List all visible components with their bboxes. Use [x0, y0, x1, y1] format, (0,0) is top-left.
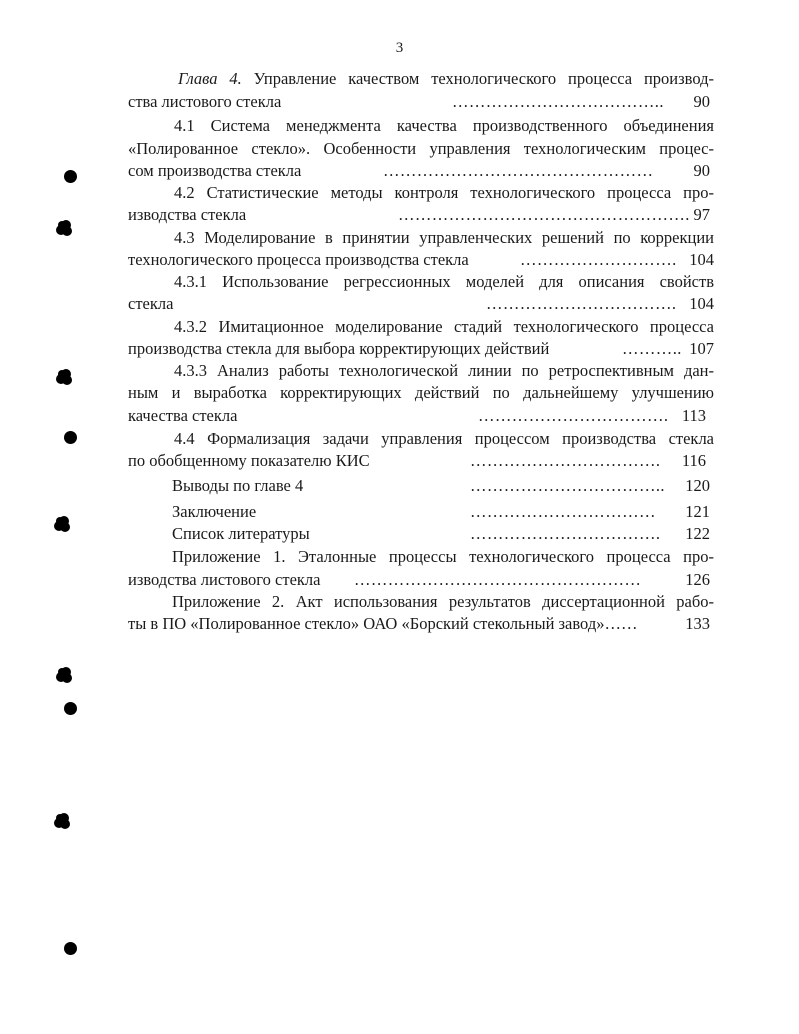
toc-entry-4-2-line1: 4.2 Статистические методы контроля технологического процесса про-	[174, 183, 714, 202]
toc-entry-4-3-1-line1: 4.3.1 Использование регрессионных моделей для описания свойств	[174, 272, 714, 291]
binder-hole	[64, 942, 77, 955]
toc-entry-chapter4-line1: Глава 4. Управление качеством технологического процесса производ-	[178, 69, 714, 88]
binder-hole	[64, 431, 77, 444]
page-ref: 116	[681, 451, 706, 470]
chapter-label: Глава 4.	[178, 69, 242, 88]
toc-entry-appendix2-line2: ты в ПО «Полированное стекло» ОАО «Борский стекольный завод»…… 133	[128, 612, 714, 636]
page-ref: 90	[693, 92, 710, 111]
leader-dots: ……………………….	[520, 250, 677, 269]
leader-dots: …………………………….	[470, 524, 661, 543]
leader-dots: ………………………………..	[452, 92, 664, 111]
toc-entry-appendix2-line1: Приложение 2. Акт использования результатов диссертационной рабо-	[172, 592, 714, 611]
leader-dots: …………………………….	[470, 451, 661, 470]
toc-entry-appendix1-line1: Приложение 1. Эталонные процессы технологического процесса про-	[172, 547, 714, 566]
toc-entry-appendix1-line2: изводства листового стекла …………………………………………… 126	[128, 568, 714, 592]
binder-hole	[64, 170, 77, 183]
binder-hole	[56, 518, 68, 530]
toc-entry-conclusions-ch4: Выводы по главе 4 …………………………….. 120	[172, 474, 714, 498]
page-number: 3	[395, 40, 404, 56]
page-ref: 126	[685, 570, 710, 589]
page-ref: 121	[685, 502, 710, 521]
toc-entry-4-3-2-line1: 4.3.2 Имитационное моделирование стадий технологического процесса	[174, 317, 714, 336]
toc-entry-4-3-3-line3: качества стекла ……………………………. 113	[128, 404, 714, 428]
page-ref: 120	[685, 476, 710, 495]
binder-hole	[56, 815, 68, 827]
toc-entry-4-3-line2: технологического процесса производства стекла ………………………. 104	[128, 248, 714, 272]
leader-dots: ……………………………	[470, 502, 656, 521]
toc-entry-4-2-line2: изводства стекла ……………………………………………. 97	[128, 203, 714, 227]
toc-entry-conclusion: Заключение …………………………… 121	[172, 500, 714, 524]
page-ref: 133	[685, 614, 710, 633]
leader-dots: …………………………….	[486, 294, 677, 313]
toc-entry-4-3-3-line2: ным и выработка корректирующих действий по дальнейшему улучшению	[128, 383, 714, 402]
page-ref: 90	[693, 161, 710, 180]
page-ref: 97	[693, 205, 710, 224]
page-ref: 113	[681, 406, 706, 425]
page-ref: 122	[685, 524, 710, 543]
leader-dots: …………………………………………	[383, 161, 654, 180]
binder-hole	[58, 371, 70, 383]
toc-entry-4-3-1-line2: стекла ……………………………. 104	[128, 292, 714, 316]
toc-entry-4-1-line3: сом производства стекла ………………………………………… 90	[128, 159, 714, 183]
toc-entry-4-4-line1: 4.4 Формализация задачи управления процессом производства стекла	[174, 429, 714, 448]
toc-entry-bibliography: Список литературы ……………………………. 122	[172, 522, 714, 546]
toc-entry-4-3-2-line2: производства стекла для выбора корректирующих действий ……….. 107	[128, 337, 714, 361]
toc-entry-4-1-line2: «Полированное стекло». Особенности управления технологическим процес-	[128, 139, 714, 158]
binder-hole	[58, 669, 70, 681]
leader-dots: ………..	[622, 339, 682, 358]
toc-entry-4-4-line2: по обобщенному показателю КИС ……………………………. 116	[128, 449, 714, 473]
binder-hole	[64, 702, 77, 715]
leader-dots: ……………………………………………	[354, 570, 642, 589]
leader-dots: …………………………….	[478, 406, 669, 425]
page-ref: 107	[689, 339, 714, 358]
toc-entry-chapter4-line2: ства листового стекла ……………………………….. 90	[128, 90, 714, 114]
binder-hole	[58, 222, 70, 234]
toc-entry-4-1-line1: 4.1 Система менеджмента качества производственного объединения	[174, 116, 714, 135]
page-ref: 104	[689, 294, 714, 313]
toc-entry-4-3-line1: 4.3 Моделирование в принятии управленческих решений по коррекции	[174, 228, 714, 247]
page-ref: 104	[689, 250, 714, 269]
leader-dots: ……………………………..	[470, 476, 665, 495]
leader-dots: …………………………………………….	[398, 205, 690, 224]
toc-entry-4-3-3-line1: 4.3.3 Анализ работы технологической линии по ретроспективным дан-	[174, 361, 714, 380]
